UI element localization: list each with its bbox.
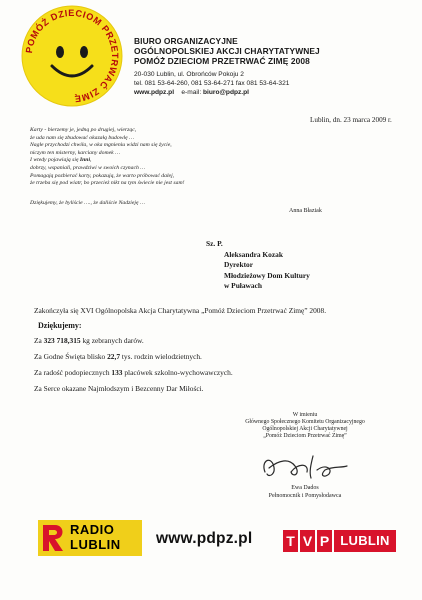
smiley-face-icon bbox=[20, 4, 124, 108]
poem-line: że trzeba się pod wiatr, bo przecież nikt na tym świecie nie jest sam! bbox=[30, 180, 185, 187]
radio-lublin-logo bbox=[38, 520, 146, 558]
poem-line: niczym ten misterny, karciany domek … bbox=[30, 149, 121, 156]
body-intro: Zakończyła się XVI Ogólnopolska Akcja Charytatywna „Pomóż Dzieciom Przetrwać Zimę” 2008. bbox=[34, 306, 327, 315]
closing-block bbox=[220, 412, 390, 440]
poem-line: Karty - bierzemy je, jedną po drugiej, wierząc, bbox=[30, 127, 137, 133]
closing-line: Ogólnopolskiej Akcji Charytatywnej bbox=[262, 426, 348, 432]
org-website-link[interactable]: www.pdpz.pl bbox=[134, 89, 175, 96]
recipient-city: w Puławach bbox=[224, 281, 262, 290]
poem-line: Nagle przychodzi chwila, w oka mgnieniu widzi nam się życie, bbox=[30, 142, 172, 149]
closing-line: Głównego Społecznego Komitetu Organizacyjnego bbox=[245, 419, 365, 425]
organization-header bbox=[134, 36, 320, 97]
closing-line: W imieniu bbox=[292, 412, 318, 418]
org-phones: tel. 081 53-64-260, 081 53-64-271 fax 081 53-64-321 bbox=[134, 80, 290, 87]
org-email-link[interactable]: biuro@pdpz.pl bbox=[203, 89, 249, 96]
poem-line: dobrzy, wspaniali, prawdziwi w swoich czynach … bbox=[30, 164, 146, 171]
poem-thanks: Dziękujemy, że byliście …., że daliście Nadzieję … bbox=[30, 200, 145, 206]
thanks-item: Za radość podopiecznych 133 placówek szkolno-wychowawczych. bbox=[34, 368, 233, 377]
radio-line-2: LUBLIN bbox=[70, 537, 121, 552]
poem-line: że uda nam się zbudować okazałą budowlę … bbox=[30, 134, 135, 141]
poem-author: Anna Błaziak bbox=[289, 208, 322, 214]
handwritten-signature bbox=[255, 448, 355, 482]
tvp-letter: P bbox=[317, 530, 332, 552]
poem-line: Pomagają pozbierać karty, pokazują, że warto próbować dalej, bbox=[30, 172, 175, 179]
signer-role: Pełnomocnik i Pomysłodawca bbox=[268, 493, 342, 499]
radio-r-icon bbox=[41, 523, 67, 553]
logo-ring-text: POMÓŻ DZIECIOM PRZETRWAĆ ZIMĘ bbox=[24, 7, 121, 105]
poem-highlight: Inni bbox=[79, 157, 91, 164]
signer-name: Ewa Dados bbox=[291, 485, 319, 491]
tvp-city: LUBLIN bbox=[334, 530, 396, 552]
thanks-item: Za Serce okazane Najmłodszym i Bezcenny Dar Miłości. bbox=[34, 384, 204, 393]
body-thanks-heading: Dziękujemy: bbox=[38, 321, 82, 330]
footer-website-link[interactable]: www.pdpz.pl bbox=[156, 530, 253, 547]
recipient-name: Aleksandra Kozak bbox=[224, 249, 283, 259]
recipient-prefix: Sz. P. bbox=[206, 239, 223, 248]
poem bbox=[30, 127, 320, 188]
org-contact bbox=[134, 88, 320, 97]
recipient-block bbox=[206, 239, 310, 292]
poem-line: I wtedy pojawiają się Inni, bbox=[30, 157, 92, 164]
thanks-item: Za 323 718,315 kg zebranych darów. bbox=[34, 336, 144, 345]
org-line-3: POMÓŻ DZIECIOM PRZETRWAĆ ZIMĘ 2008 bbox=[134, 56, 310, 66]
tvp-letter: T bbox=[283, 530, 298, 552]
signer-block bbox=[245, 484, 365, 500]
email-label: e-mail: bbox=[181, 89, 202, 96]
org-line-2: OGÓLNOPOLSKIEJ AKCJI CHARYTATYWNEJ bbox=[134, 46, 320, 56]
closing-line: „Pomóż Dzieciom Przetrwać Zimę” bbox=[263, 433, 347, 439]
org-line-1: BIURO ORGANIZACYJNE bbox=[134, 36, 238, 46]
recipient-title: Dyrektor bbox=[224, 260, 254, 269]
tvp-lublin-logo bbox=[283, 530, 396, 552]
letter-date: Lublin, dn. 23 marca 2009 r. bbox=[310, 116, 392, 124]
radio-line-1: RADIO bbox=[70, 522, 115, 537]
tvp-letter: V bbox=[300, 530, 315, 552]
recipient-institution: Młodzieżowy Dom Kultury bbox=[224, 270, 310, 280]
org-address: 20-030 Lublin, ul. Obrońców Pokoju 2 bbox=[134, 71, 244, 78]
thanks-item: Za Godne Święta blisko 22,7 tys. rodzin wielodzietnych. bbox=[34, 352, 202, 361]
